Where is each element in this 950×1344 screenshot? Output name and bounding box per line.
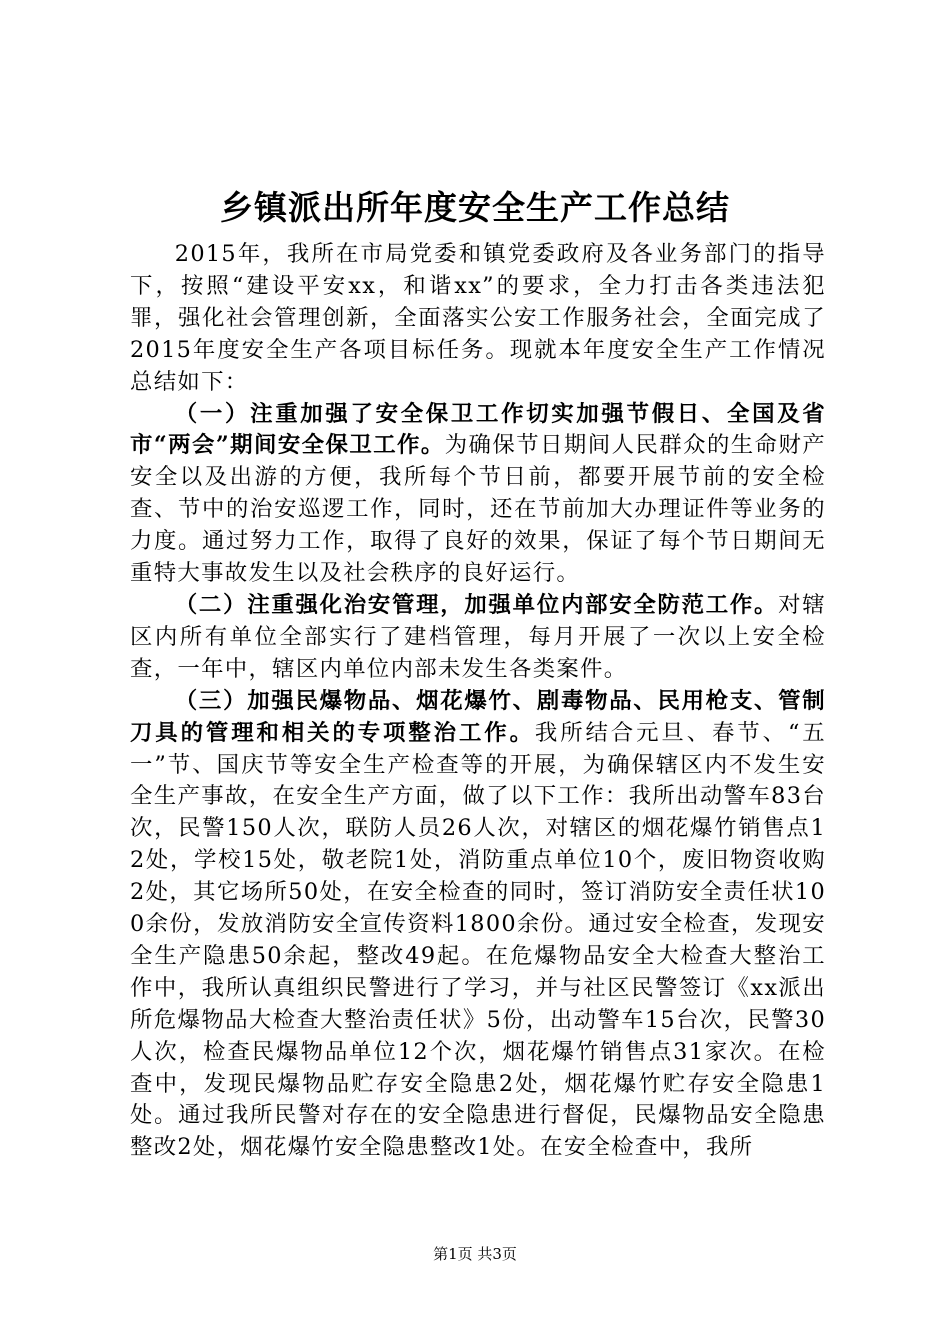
- document-body: [130, 239, 826, 1164]
- paragraph-intro: [130, 239, 826, 399]
- paragraph-section-3: [130, 686, 826, 1165]
- paragraph-text: 对辖区内所有单位全部实行了建档管理，每月开展了一次以上安全检查，一年中，辖区内单位内部未发生各类案件。: [130, 591, 826, 682]
- paragraph-text: 2015年，我所在市局党委和镇党委政府及各业务部门的指导下，按照“建设平安xx，和谐xx”的要求，全力打击各类违法犯罪，强化社会管理创新，全面落实公安工作服务社会，全面完成了2015年度安全生产各项目标任务。现就本年度安全生产工作情况总结如下：: [130, 241, 826, 395]
- paragraph-heading: （三）加强民爆物品、烟花爆竹、剧毒物品、民用枪支、管制刀具的管理和相关的专项整治工作。: [130, 687, 826, 746]
- paragraph-text: 我所结合元旦、春节、“五一”节、国庆节等安全生产检查等的开展，为确保辖区内不发生安全生产事故，在安全生产方面，做了以下工作：我所出动警车83台次，民警150人次，联防人员26人次，对辖区的烟花爆竹销售点12处，学校15处，敬老院1处，消防重点单位10个，废旧物资收购2处，其它场所50处，在安全检查的同时，签订消防安全责任状100余份，发放消防安全宣传资料1800余份。通过安全检查，发现安全生产隐患50余起，整改49起。在危爆物品安全大检查大整治工作中，我所认真组织民警进行了学习，并与社区民警签订《xx派出所危爆物品大检查大整治责任状》5份，出动警车15台次，民警30人次，检查民爆物品单位12个次，烟花爆竹销售点31家次。在检查中，发现民爆物品贮存安全隐患2处，烟花爆竹贮存安全隐患1处。通过我所民警对存在的安全隐患进行督促，民爆物品安全隐患整改2处，烟花爆竹安全隐患整改1处。在安全检查中，我所: [130, 719, 826, 1161]
- paragraph-heading: （二）注重强化治安管理，加强单位内部安全防范工作。: [174, 591, 779, 618]
- paragraph-section-2: [130, 590, 826, 686]
- page-footer: 第1页 共3页: [433, 1245, 517, 1263]
- page-title: 乡镇派出所年度安全生产工作总结: [220, 188, 730, 227]
- paragraph-section-1: [130, 399, 826, 590]
- paragraph-text: 为确保节日期间人民群众的生命财产安全以及出游的方便，我所每个节日前，都要开展节前的安全检查、节中的治安巡逻工作，同时，还在节前加大办理证件等业务的力度。通过努力工作，取得了良好的效果，保证了每个节日期间无重特大事故发生以及社会秩序的良好运行。: [130, 432, 826, 587]
- paragraph-heading: （一）注重加强了安全保卫工作切实加强节假日、全国及省市“两会”期间安全保卫工作。: [130, 400, 826, 459]
